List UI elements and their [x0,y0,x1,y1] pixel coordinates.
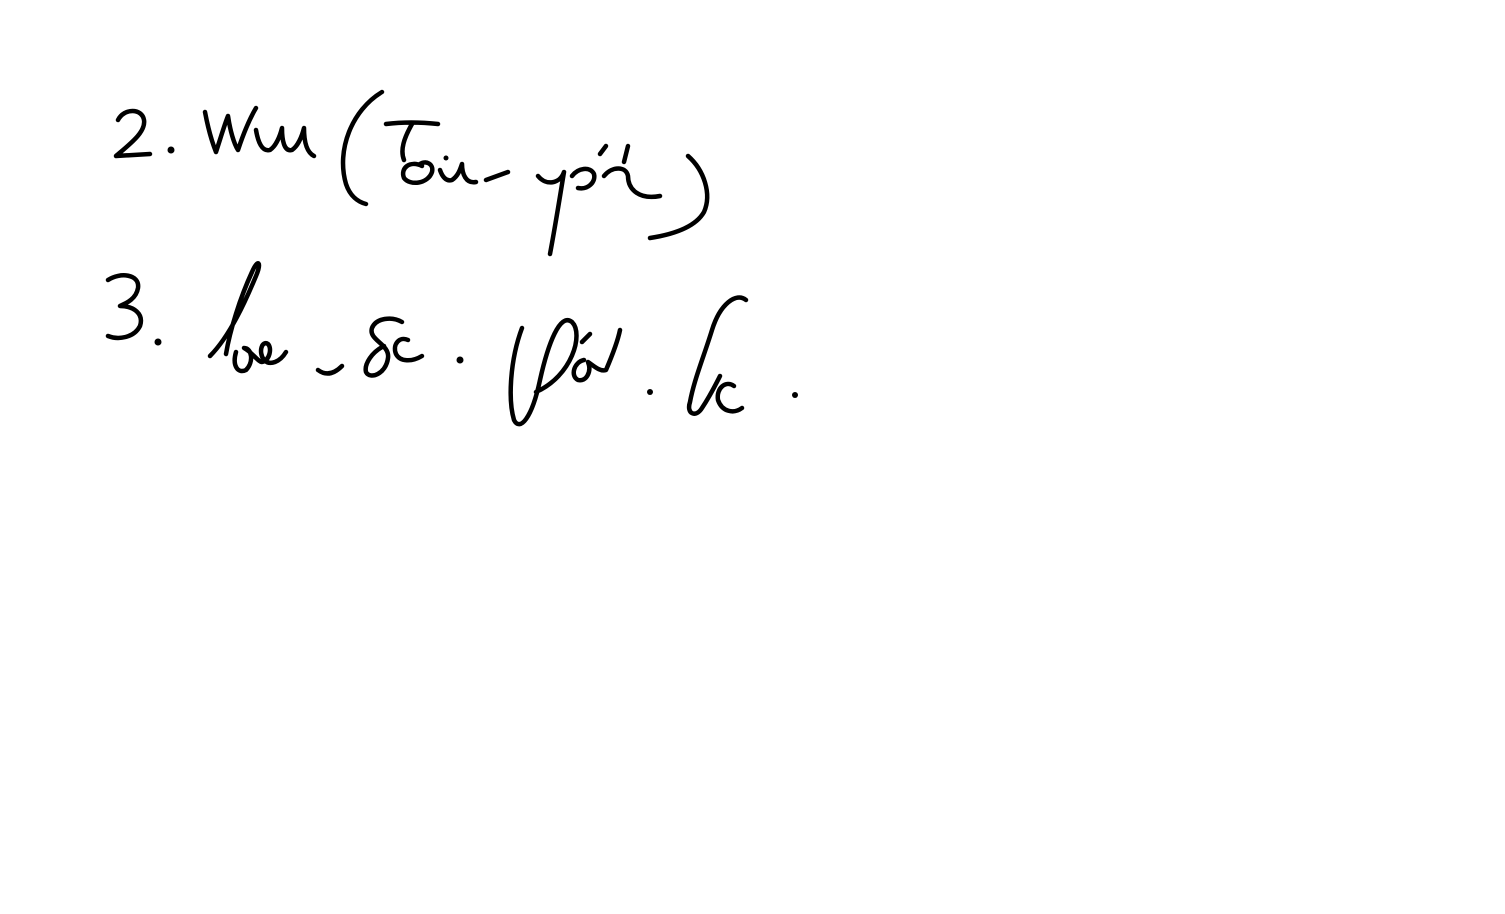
letter-w-stroke [205,108,256,152]
accent-stroke-1 [600,146,606,154]
accent-stroke-3 [582,334,590,342]
period-dot-5 [792,392,798,398]
letter-c2-stroke [718,384,742,411]
digit-2-stroke [116,111,150,156]
hyphen-stroke [486,172,508,180]
letter-l-stroke [210,263,259,356]
letter-e-stroke [572,169,594,188]
period-dot [168,147,175,154]
letter-p-cap-stroke [511,320,577,424]
period-dot-2 [155,339,162,346]
letter-t-stroke [386,123,438,161]
hyphen-stroke-2 [318,366,342,373]
period-dot-4 [647,389,653,395]
period-dot-3 [457,357,464,364]
line-2-handwriting [116,92,707,254]
letter-c-stroke [395,339,422,360]
letters-ol-stroke [574,330,620,380]
letters-oo-stroke [235,343,286,371]
open-paren-stroke [343,92,382,204]
letters-ie-stroke [440,164,476,182]
letter-y-stroke [538,172,564,254]
line-3-handwriting [108,263,798,424]
letter-e2-stroke [604,169,660,197]
i-dot [444,156,449,161]
accent-stroke-2 [624,146,628,162]
letter-s-stroke [403,162,432,182]
digit-3-stroke [108,275,141,338]
letter-u-stroke [256,128,314,156]
